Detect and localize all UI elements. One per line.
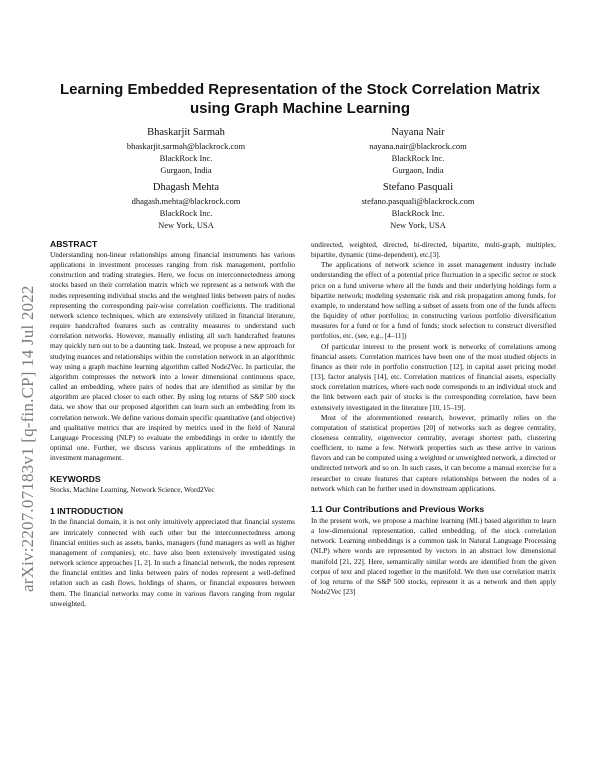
author-email: nayana.nair@blackrock.com xyxy=(369,141,467,151)
body-paragraph: undirected, weighted, directed, bi-directed, bipartite, multi-graph, multiplex, bipartite, dynamic (time-dependent), etc.[3]. xyxy=(311,240,556,260)
author-org: BlackRock Inc. xyxy=(159,208,213,218)
author-name: Dhagash Mehta xyxy=(152,182,220,193)
keywords-heading: KEYWORDS xyxy=(50,474,101,485)
author-name: Nayana Nair xyxy=(391,127,445,138)
body-paragraph: Of particular interest to the present work is networks of correlations among financial assets. Correlation matrices have been one of the most studied objects in finance as their role in portfolio construction [12], in capital asset pricing model [13], factor analysis [14], etc. Correlation matrices of financial assets, especially stock correlation matrices, where each node corresponds to an individual stock and the link between each pair of stocks is the corresponding correlation, have been extensively investigated in the literature [10, 15–19]. xyxy=(311,341,556,412)
left-column xyxy=(50,238,295,609)
abstract-heading: ABSTRACT xyxy=(50,239,98,249)
intro-paragraph: In the financial domain, it is not only intuitively appreciated that financial systems are intricately connected with each other but the interconnectedness among financial entities such as assets, banks, managers (fund managers as well as higher management of companies), etc. have also been extensively investigated using network science approaches [1, 2]. In such a financial network, the nodes represent the financial entities and links between pairs of nodes represent a well-defined relation such as cash flows, holdings of shares, or financial exposures between them. The financial networks may come in various flavors ranging from regular unweighted, xyxy=(50,517,295,608)
author-name: Stefano Pasquali xyxy=(382,182,454,193)
abstract-text: Understanding non-linear relationships among financial instruments has various applications in investment processes ranging from risk management, portfolio construction and trading strategies. Here, we focus on interconnectedness among stocks based on their correlation matrix which we represent as a network with the nodes representing individual stocks and the weighted links between pairs of nodes representing the corresponding pair-wise correlation coefficients. The traditional network science techniques, which are extensively utilized in financial literature, require handcrafted features such as centrality measures to understand such correlation networks. However, manually enlisting all such handcrafted features may quickly turn out to be a daunting task. Instead, we propose a new approach for studying nuances and relationships within the correlation network in an algorithmic way using a graph machine learning algorithm called Node2Vec. In particular, the algorithm compresses the network into a lower dimensional continuous space, called an embedding, where pairs of nodes that are identified as similar by the algorithm are placed closer to each other. By using log returns of S&P 500 stock data, we show that our proposed algorithm can learn such an embedding from its correlation network. We define various domain specific quantitative (and objective) and qualitative metrics that are inspired by metrics used in the field of Natural Language Processing (NLP) to evaluate the embeddings in order to identify the optimal one. Further, we discuss various applications of the embeddings in investment management. xyxy=(50,250,295,463)
author-block xyxy=(303,181,533,231)
author-block xyxy=(303,126,533,176)
author-org: BlackRock Inc. xyxy=(391,208,445,218)
author-location: New York, USA xyxy=(390,220,446,230)
author-block xyxy=(71,126,301,176)
keywords-text: Stocks, Machine Learning, Network Science, Word2Vec xyxy=(50,485,215,495)
subsection-heading: 1.1 Our Contributions and Previous Works xyxy=(311,503,485,514)
author-location: Gurgaon, India xyxy=(392,165,444,175)
author-block xyxy=(71,181,301,231)
paper-title: Learning Embedded Representation of the Stock Correlation Matrix using Graph Machine Learning xyxy=(59,81,541,117)
body-paragraph: Most of the aforementioned research, however, primarily relies on the computation of statistical properties [20] of networks such as degree centrality, closeness centrality, eigenvector centrality, average shortest path, clustering coefficient, to name a few. Network properties such as these arrive in various flavors and can be computed using a weighted or unweighted network, a directed or undirected network and so on. In such cases, it can become a manual exercise for a researcher to create features that capture relationships between the nodes of a network which can be further used in downstream applications. xyxy=(311,412,556,493)
author-org: BlackRock Inc. xyxy=(159,153,213,163)
body-paragraph: In the present work, we propose a machine learning (ML) based algorithm to learn a low-dimensional representation, called embedding, of the stock correlation network. Learning embeddings is a common task in Natural Language Processing (NLP) where words are represented by vectors in an abstract low dimensional manifold [21, 22]. Here, semantically similar words are identified from the given corpus of text and placed together in the manifold. We then use correlation matrix of log returns of the S&P 500 stocks, represent it as a network and then apply Node2Vec [23] xyxy=(311,515,556,596)
author-location: New York, USA xyxy=(158,220,214,230)
body-paragraph: The applications of network science in asset management industry include understanding the effect of a potential price fluctuation in a specific sector or stock price on a fund universe where all the funds and their underlying holdings form a bipartite network; modeling systematic risk and risk propagation among funds, for example, to understand how selling a subset of assets from one of the funds affects the liquidity of other portfolios; in constructing various portfolio diversification measures for a fund or for a fund of funds; stock selection to construct diversified portfolios, etc. (see, e.g., [4–11]) xyxy=(311,260,556,341)
author-email: dhagash.mehta@blackrock.com xyxy=(131,196,241,206)
right-column xyxy=(311,240,556,597)
author-name: Bhaskarjit Sarmah xyxy=(147,127,225,138)
author-org: BlackRock Inc. xyxy=(391,153,445,163)
author-email: bhaskarjit.sarmah@blackrock.com xyxy=(126,141,246,151)
author-email: stefano.pasquali@blackrock.com xyxy=(361,196,475,206)
author-location: Gurgaon, India xyxy=(160,165,212,175)
intro-heading: 1 INTRODUCTION xyxy=(50,506,124,517)
arxiv-identifier: arXiv:2207.07183v1 [q-fin.CP] 14 Jul 2022 xyxy=(18,285,37,592)
